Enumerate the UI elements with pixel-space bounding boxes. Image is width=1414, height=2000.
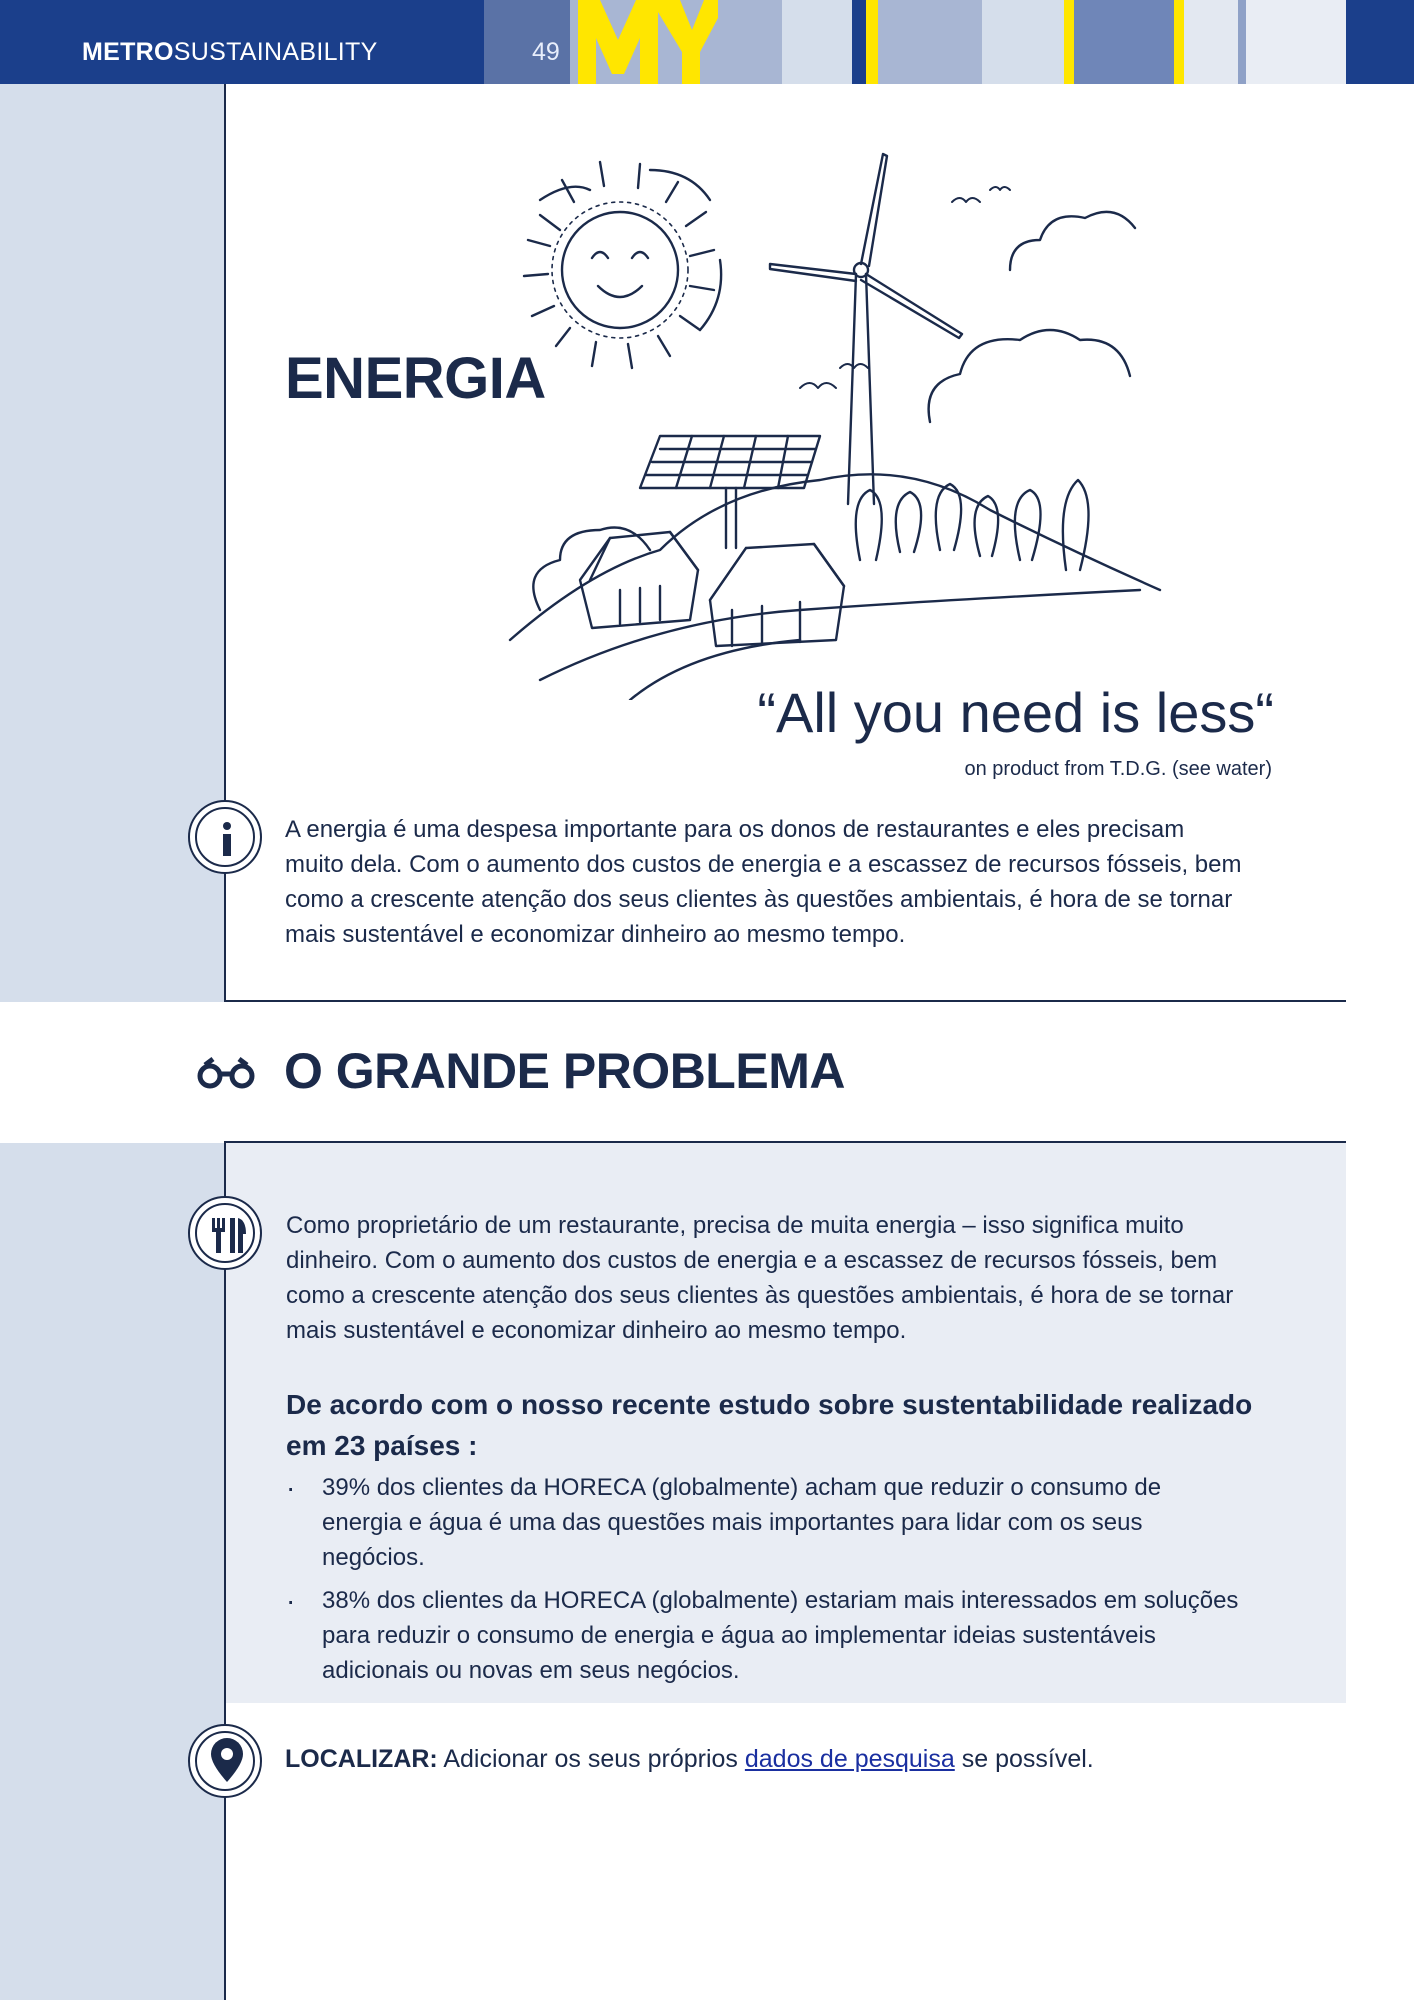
header-stripe: [1184, 0, 1238, 84]
header-stripe: [982, 0, 1064, 84]
problem-text: Como proprietário de um restaurante, precisa de muita energia – isso significa muito dinheiro. Com o aumento dos custos de energia e a escassez de recursos fósseis, bem como a crescente atenção dos seus clientes às questões ambientais, é hora de se tornar mais sustentável e economizar dinheiro ao mesmo tempo.: [286, 1212, 1234, 1344]
location-icon-badge: [188, 1724, 262, 1798]
header-stripe: [720, 0, 782, 84]
trees-icon: [856, 480, 1089, 570]
localizar-note: [285, 1745, 1094, 1774]
binoculars-icon: [195, 1056, 257, 1092]
info-icon: [190, 802, 264, 876]
header-stripe: [1064, 0, 1074, 84]
brand-title: [82, 38, 378, 67]
header-stripe: [782, 0, 852, 84]
my-logo-letters: [578, 0, 718, 84]
header-stripe: [1074, 0, 1174, 84]
section-title-problem: O GRANDE PROBLEMA: [284, 1043, 845, 1099]
divider-bottom: [224, 1141, 1346, 1143]
header-navy-right: [1346, 0, 1414, 84]
header-stripe: [1238, 0, 1246, 84]
birds-icon: [800, 187, 1010, 388]
research-data-link[interactable]: dados de pesquisa: [744, 1745, 955, 1773]
header-stripe: [866, 0, 878, 84]
energy-landscape-illustration: [500, 140, 1180, 700]
study-heading: De acordo com o nosso recente estudo sobre sustentabilidade realizado em 23 países :: [286, 1389, 1253, 1461]
header-stripe: [1246, 0, 1346, 84]
my-logo-graphic: [578, 0, 718, 84]
cutlery-icon: [190, 1198, 264, 1272]
header-stripe: [852, 0, 866, 84]
localizar-text: Adicionar os seus próprios: [443, 1745, 738, 1773]
page-header: [0, 0, 1414, 84]
quote-text: “All you need is less“: [757, 681, 1274, 744]
brand-light: SUSTAINABILITY: [173, 38, 378, 66]
page-number: 49: [532, 38, 560, 66]
header-stripe: [878, 0, 982, 84]
location-pin-icon: [190, 1726, 264, 1800]
localizar-label: LOCALIZAR:: [285, 1745, 438, 1773]
localizar-text-end: se possível.: [961, 1745, 1094, 1773]
brand-bold: METRO: [82, 38, 174, 66]
section-title-energia: ENERGIA: [285, 346, 546, 411]
header-stripe: [1174, 0, 1184, 84]
smiling-sun-icon: [524, 162, 721, 368]
wind-turbine-icon: [770, 154, 962, 504]
list-item: · 38% dos clientes da HORECA (globalmente) estariam mais interessados em soluções para reduzir o consumo de energia e água ao implementar ideias sustentáveis adicionais ou novas em seus negócios.: [286, 1583, 1246, 1688]
divider-top: [224, 1000, 1346, 1002]
hill-landscape: [510, 474, 1160, 700]
cutlery-icon-badge: [188, 1196, 262, 1270]
cloud-icon: [929, 212, 1135, 422]
energia-intro-text: A energia é uma despesa importante para os donos de restaurantes e eles precisam muito dela. Com o aumento dos custos de energia e a escassez de recursos fósseis, bem como a crescente atenção dos seus clientes às questões ambientais, é hora de se tornar mais sustentável e economizar dinheiro ao mesmo tempo.: [285, 816, 1242, 948]
house-icon: [580, 532, 844, 646]
study-bullets: [286, 1470, 1246, 1696]
list-item: · 39% dos clientes da HORECA (globalmente) acham que reduzir o consumo de energia e água é uma das questões mais importantes para lidar com os seus negócios.: [286, 1470, 1246, 1575]
info-icon-badge: [188, 800, 262, 874]
quote-source: on product from T.D.G. (see water): [964, 758, 1272, 780]
